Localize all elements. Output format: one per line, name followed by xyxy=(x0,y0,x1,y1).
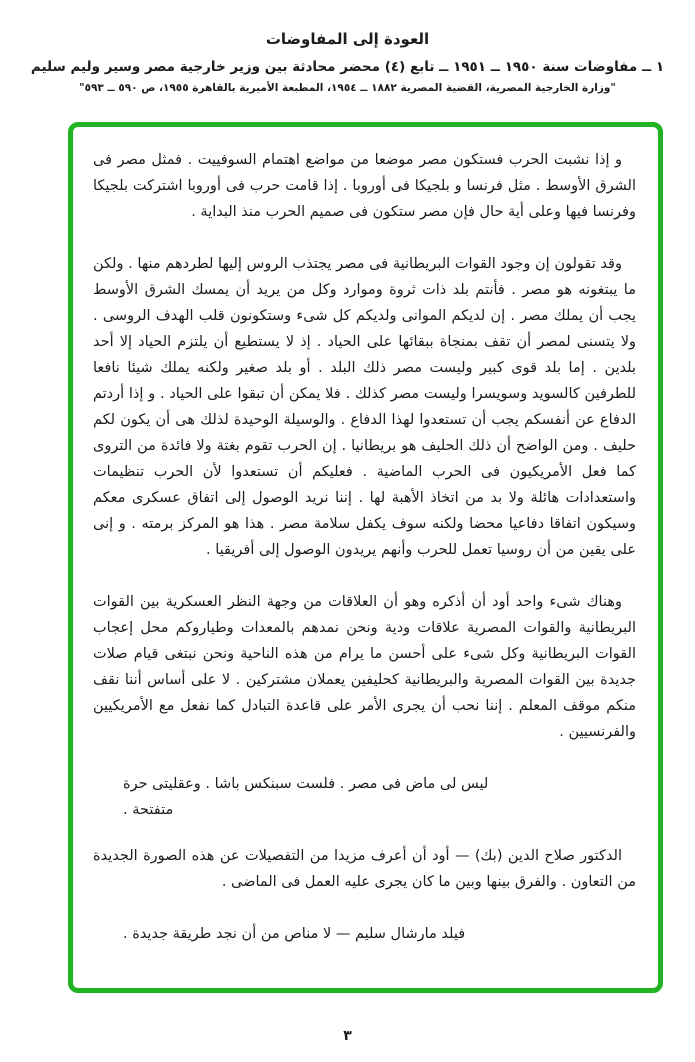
document-subtitle: ١ ــ مفاوضات سنة ١٩٥٠ ــ ١٩٥١ ــ تابع (٤) محضر محادثة بين وزير خارجية مصر وسير وليم سليم xyxy=(30,59,665,75)
paragraph-british-forces: وقد تقولون إن وجود القوات البريطانية فى مصر يجتذب الروس إليها لطردهم منها . ولكن ما يبتغونه هو مصر . فأنتم بلد ذات ثروة وموارد وكل من يريد أن يمسك الشرق الأوسط يجب أن يملك مصر . إن لديكم الموانى ولديكم كل شىء وستكونون قلب الهدف الروسى . ولا يتسنى لمصر أن تقف بمنجاة ببقائها على الحياد . إذ لا يستطيع أن يلتزم الحياد إلا أحد بلدين . إما بلد قوى كبير وليست مصر ذلك البلد . أو بلد صغير ولكنه يملك شيئا نافعا للطرفين كالسويد وسويسرا وليست مصر كذلك . فلا يمكن أن تبقوا على الحياد . و إذا أردتم الدفاع عن أنفسكم يجب أن تستعدوا لهذا الدفاع . والوسيلة الوحيدة لذلك هى أن يكون لكم حليف . ومن الواضح أن ذلك الحليف هو بريطانيا . إن الحرب تقوم بغتة ولا فائدة من التروى كما فعل الأمريكيون فى الحرب الماضية . فعليكم أن تستعدوا لأن الحرب تنظيمات واستعدادات هائلة ولا بد من اتخاذ الأهبة لها . إننا نريد الوصول إلى اتفاق عسكرى معكم وسيكون اتفاقا دفاعيا محضا ولكنه سوف يكفل سلامة مصر . هذا هو المركز برمته . و إنى على يقين من أن روسيا تعمل للحرب وأنهم يريدون الوصول إلى أفريقيا . xyxy=(93,256,636,558)
document-header xyxy=(0,30,695,94)
paragraph-no-past-quote: ليس لى ماض فى مصر . فلست سبنكس باشا . وعقليتى حرة متفتحة . xyxy=(123,776,489,818)
document-body xyxy=(93,147,636,947)
page-number: ٣ xyxy=(343,1028,352,1044)
paragraph-war-scenario: و إذا نشبت الحرب فستكون مصر موضعا من مواضع اهتمام السوفييت . فمثل مصر فى الشرق الأوسط . مثل فرنسا و بلجيكا فى أوروبا . إذا قامت حرب فى أوروبا اشتركت بلجيكا وفرنسا فيها وعلى أية حال فإن مصر ستكون فى صميم الحرب منذ البداية . xyxy=(93,152,636,220)
highlight-frame xyxy=(68,122,663,993)
paragraph-salah-eldin: الدكتور صلاح الدين (بك) — أود أن أعرف مزيدا من التفصيلات عن هذه الصورة الجديدة من التعاون . والفرق بينها وبين ما كان يجرى عليه العمل فى الماضى . xyxy=(93,848,636,890)
source-citation: "وزارة الخارجية المصرية، القضية المصرية ١٨٨٢ ــ ١٩٥٤، المطبعة الأميرية بالقاهرة ١٩٥٥، ص ٥٩٠ ــ ٥٩٣" xyxy=(79,82,616,94)
page-title: العودة إلى المفاوضات xyxy=(265,30,430,48)
paragraph-marshal-slim: فيلد مارشال سليم — لا مناص من أن نجد طريقة جديدة . xyxy=(123,926,466,942)
paragraph-military-relations: وهناك شىء واحد أود أن أذكره وهو أن العلاقات من وجهة النظر العسكرية بين القوات البريطانية والقوات المصرية علاقات ودية ونحن نمدهم بالمعدات وطياروكم محل إعجاب القوات البريطانية وكل شىء على أحسن ما يرام من هذه الناحية ونحن نبتغى قيام صلات جديدة بين القوات المصرية والبريطانية كحليفين يعملان مشتركين . لا على أساس أننا نقف منكم موقف المعلم . إننا نحب أن يجرى الأمر على قاعدة التبادل كما نفعل مع الأمريكيين والفرنسيين . xyxy=(93,594,636,740)
